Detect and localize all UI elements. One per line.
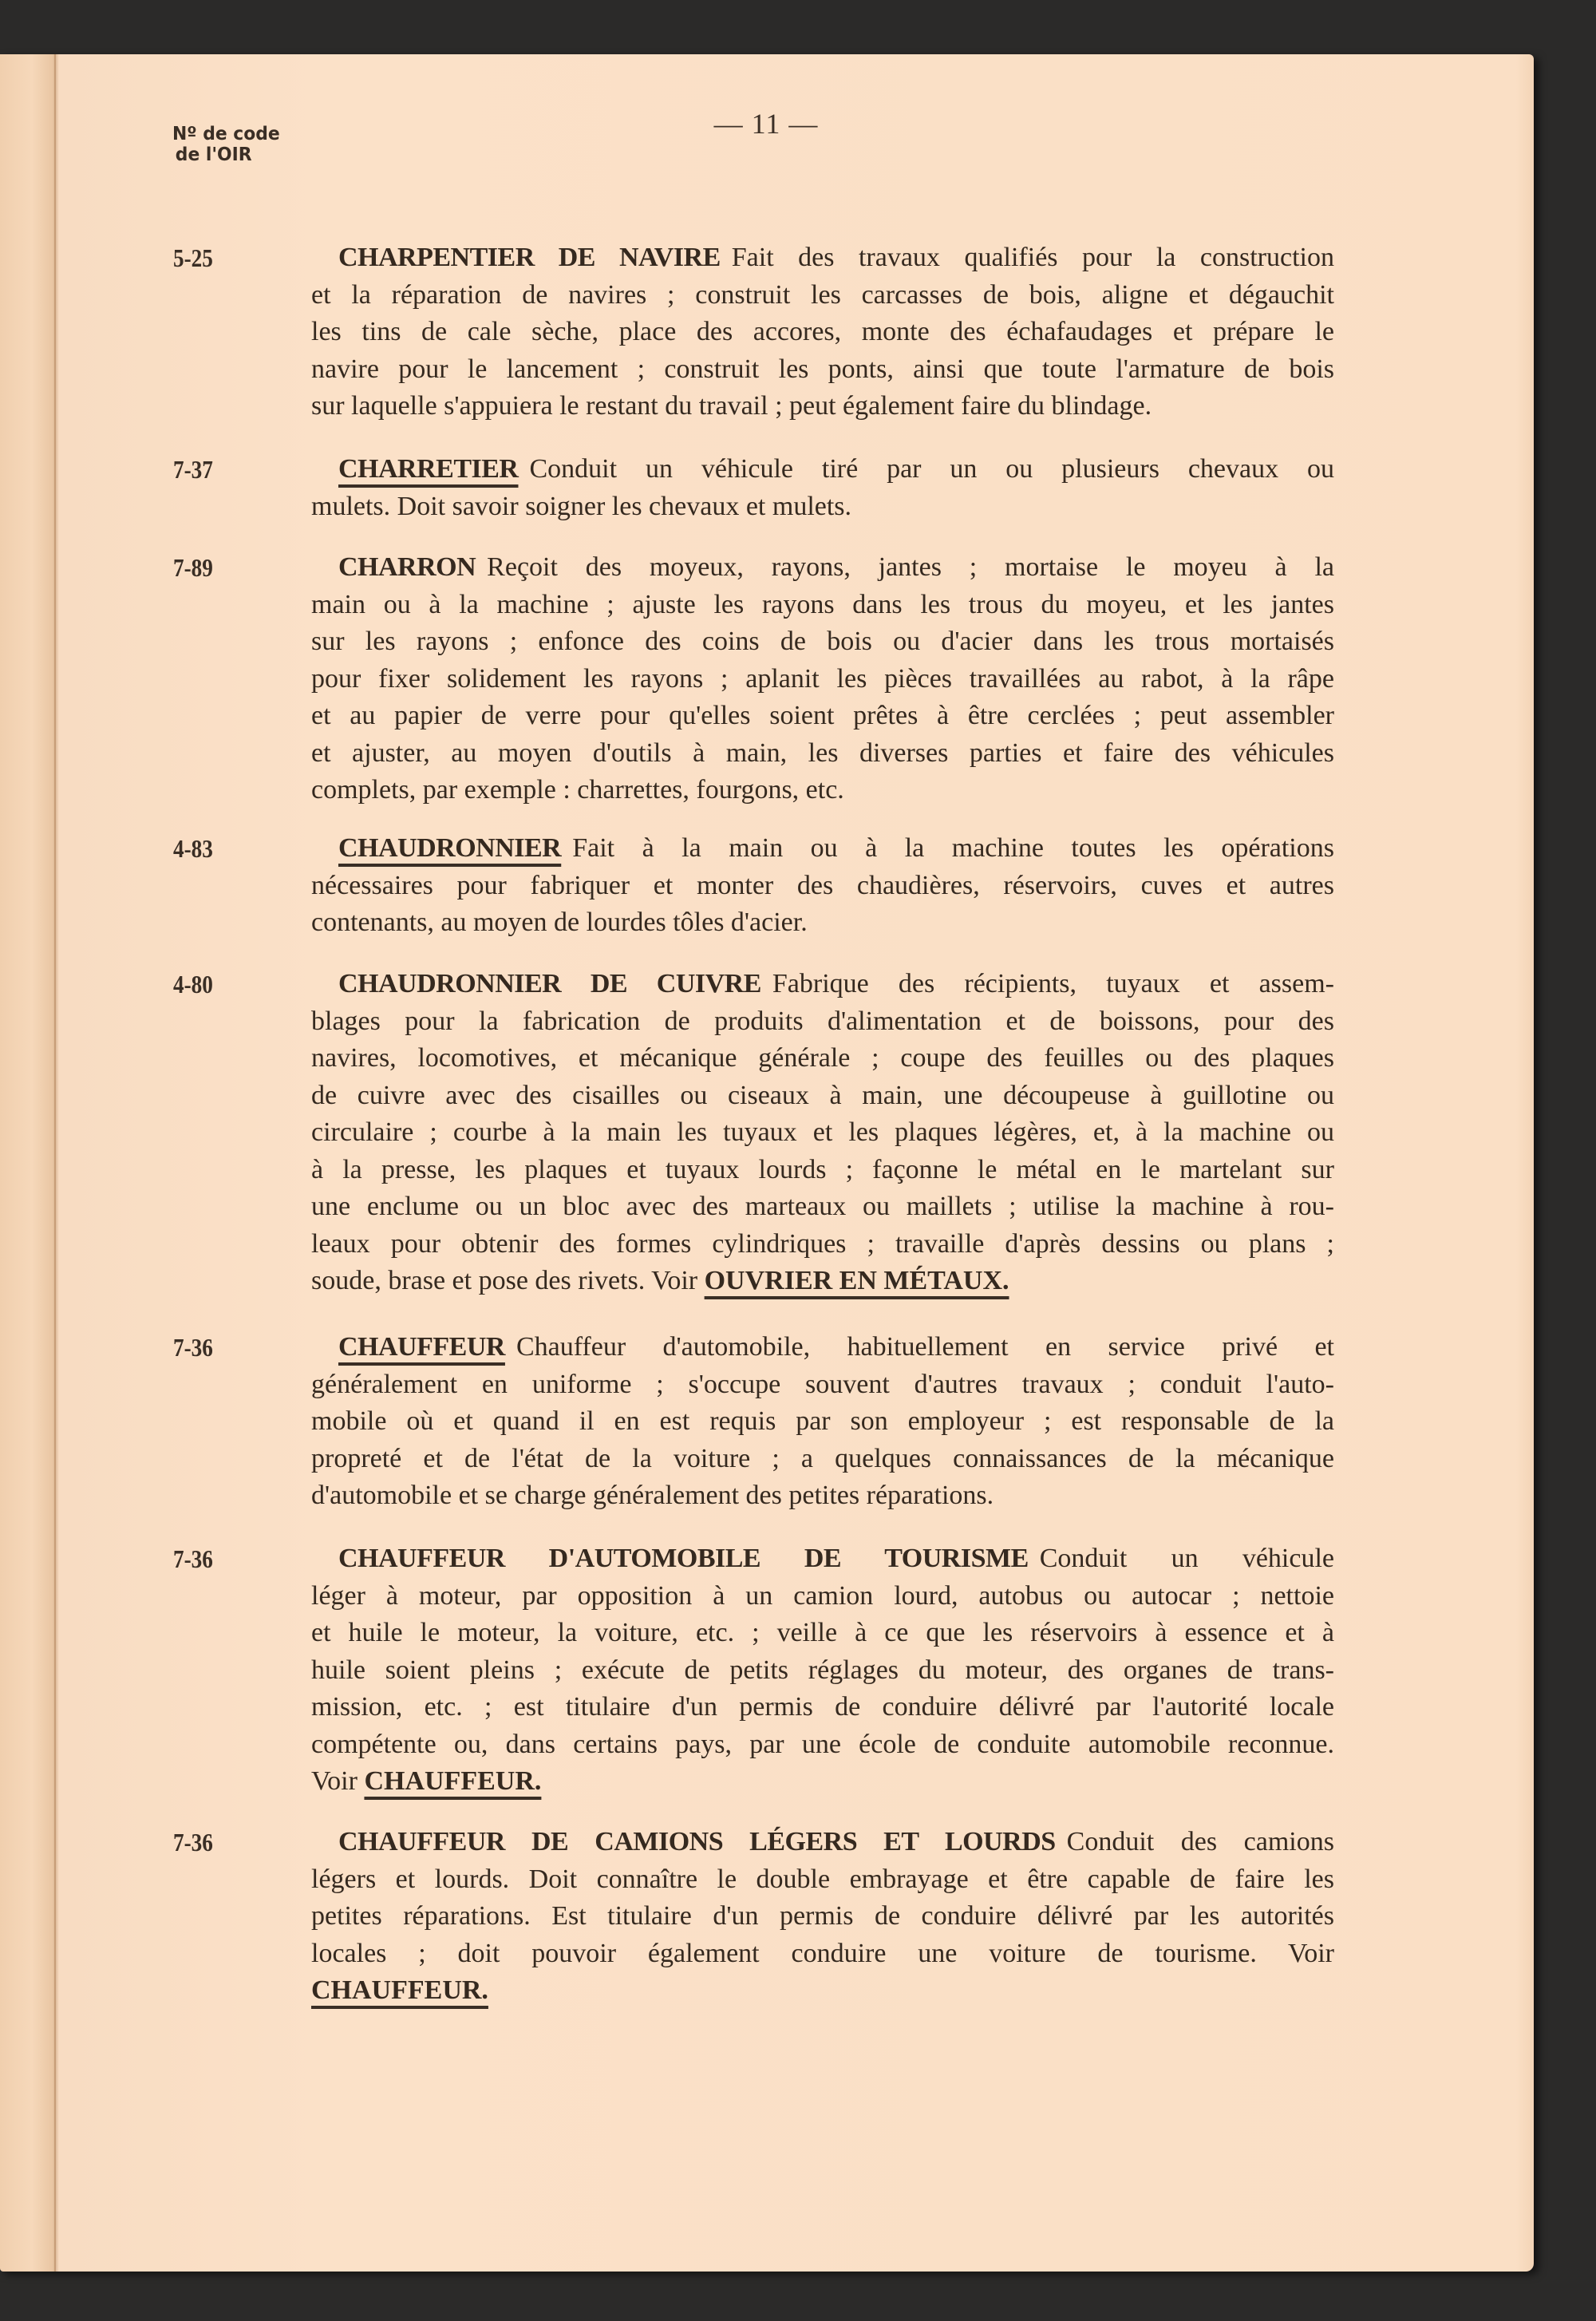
page-number: — 11 — (713, 108, 819, 140)
entry-body (311, 1824, 1334, 2010)
entry-line: Voir CHAUFFEUR. (311, 1766, 542, 1796)
entry-headword: CHAUFFEUR D'AUTOMOBILE DE TOURISME (338, 1544, 1029, 1573)
entry-line: à la presse, les plaques et tuyaux lourds ; façonne le métal en le martelant sur (311, 1154, 1334, 1184)
entry-body (311, 239, 1334, 425)
entry-line: blages pour la fabrication de produits d'alimentation et de boissons, pour des (311, 1006, 1334, 1036)
code-column-header (172, 124, 280, 165)
entry-line: mobile où et quand il en est requis par son employeur ; est responsable de la (311, 1406, 1334, 1436)
entry-line: les tins de cale sèche, place des accores, monte des échafaudages et prépare le (311, 317, 1334, 346)
entry-line: huile soient pleins ; exécute de petits réglages du moteur, des organes de trans- (311, 1655, 1334, 1685)
see-also-link[interactable]: CHAUFFEUR. (364, 1766, 542, 1796)
entry-code: 5-25 (173, 243, 213, 272)
entry-line: CHARRETIER Conduit un véhicule tiré par un ou plusieurs chevaux ou (338, 454, 1334, 484)
entry-line: sur laquelle s'appuiera le restant du travail ; peut également faire du blindage. (311, 391, 1152, 421)
entry-code: 4-83 (173, 834, 213, 863)
entry-line: CHAUFFEUR Chauffeur d'automobile, habituellement en service privé et (338, 1332, 1334, 1362)
entry-line: CHAUDRONNIER DE CUIVRE Fabrique des récipients, tuyaux et assem- (338, 969, 1334, 998)
entry-line: leaux pour obtenir des formes cylindriques ; travaille d'après dessins ou plans ; (311, 1228, 1334, 1259)
entry-line: mission, etc. ; est titulaire d'un permis de conduire délivré par l'autorité locale (311, 1692, 1334, 1722)
entry-line: main ou à la machine ; ajuste les rayons dans les trous du moyeu, et les jantes (311, 589, 1334, 619)
entry-line: une enclume ou un bloc avec des marteaux ou maillets ; utilise la machine à rou- (311, 1192, 1334, 1221)
see-also-link[interactable]: CHAUFFEUR. (311, 1975, 488, 2005)
entry-line: léger à moteur, par opposition à un camion lourd, autobus ou autocar ; nettoie (311, 1580, 1334, 1611)
entry-headword: CHARPENTIER DE NAVIRE (338, 243, 721, 272)
entry-line: navire pour le lancement ; construit les ponts, ainsi que toute l'armature de bois (311, 354, 1334, 384)
entry-line: CHARPENTIER DE NAVIRE Fait des travaux qualifiés pour la construction (338, 243, 1334, 272)
entry-headword: CHARRON (338, 552, 476, 582)
entry-code: 7-36 (173, 1544, 213, 1573)
entry-line: nécessaires pour fabriquer et monter des chaudières, réservoirs, cuves et autres (311, 870, 1334, 900)
entry-line: et la réparation de navires ; construit les carcasses de bois, aligne et dégauchit (311, 279, 1334, 310)
entry-line: navires, locomotives, et mécanique générale ; coupe des feuilles ou des plaques (311, 1043, 1334, 1073)
entry-code: 4-80 (173, 970, 213, 998)
entry-line: légers et lourds. Doit connaître le double embrayage et être capable de faire les (311, 1864, 1334, 1894)
entry-line: contenants, au moyen de lourdes tôles d'acier. (311, 907, 808, 937)
entry-body (311, 1540, 1334, 1801)
entry-body (311, 1329, 1334, 1515)
entry-line: généralement en uniforme ; s'occupe souvent d'autres travaux ; conduit l'auto- (311, 1369, 1334, 1399)
entry-line: pour fixer solidement les rayons ; aplanit les pièces travaillées au rabot, à la râpe (311, 663, 1334, 694)
entry-line: CHAUFFEUR DE CAMIONS LÉGERS ET LOURDS Conduit des camions (338, 1827, 1334, 1856)
code-header-line-1: Nº de code (172, 124, 280, 144)
entry-headword: CHAUFFEUR DE CAMIONS LÉGERS ET LOURDS (338, 1827, 1056, 1856)
entry-code: 7-37 (173, 455, 213, 484)
entry-headword: CHARRETIER (338, 454, 519, 484)
entry-line: CHAUDRONNIER Fait à la main ou à la machine toutes les opérations (338, 833, 1334, 863)
entry-headword: CHAUDRONNIER DE CUIVRE (338, 969, 761, 998)
entry-line (311, 1972, 1334, 2010)
entry-line: de cuivre avec des cisailles ou ciseaux à main, une découpeuse à guillotine ou (311, 1080, 1334, 1110)
page-fold (54, 54, 56, 2272)
entry-code: 7-89 (173, 553, 213, 582)
entry-line: CHAUFFEUR D'AUTOMOBILE DE TOURISME Conduit un véhicule (338, 1544, 1334, 1573)
entry-line: d'automobile et se charge généralement des petites réparations. (311, 1481, 994, 1510)
entry-body (311, 966, 1334, 1300)
entry-body (311, 830, 1334, 942)
entry-line: et ajuster, au moyen d'outils à main, les diverses parties et faire des véhicules (311, 737, 1334, 768)
entry-line: complets, par exemple : charrettes, fourgons, etc. (311, 775, 844, 805)
entry-body (311, 549, 1334, 809)
entry-line: mulets. Doit savoir soigner les chevaux et mulets. (311, 491, 852, 521)
entry-headword: CHAUFFEUR (338, 1332, 505, 1362)
entry-line: CHARRON Reçoit des moyeux, rayons, jantes ; mortaise le moyeu à la (338, 552, 1334, 582)
entry-line: petites réparations. Est titulaire d'un permis de conduire délivré par les autorités (311, 1901, 1334, 1931)
entry-headword: CHAUDRONNIER (338, 833, 562, 863)
entry-line: locales ; doit pouvoir également conduire une voiture de tourisme. Voir (311, 1938, 1334, 1968)
entry-line: circulaire ; courbe à la main les tuyaux et les plaques légères, et, à la machine ou (311, 1117, 1334, 1147)
entry-code: 7-36 (173, 1333, 213, 1362)
entry-line: et huile le moteur, la voiture, etc. ; veille à ce que les réservoirs à essence et à (311, 1618, 1334, 1647)
entry-line: et au papier de verre pour qu'elles soient prêtes à être cerclées ; peut assembler (311, 701, 1334, 730)
entry-line: soude, brase et pose des rivets. Voir OUVRIER EN MÉTAUX. (311, 1266, 1009, 1295)
entry-line: propreté et de l'état de la voiture ; a quelques connaissances de la mécanique (311, 1443, 1334, 1473)
see-also-link[interactable]: OUVRIER EN MÉTAUX. (704, 1266, 1009, 1295)
code-header-line-2: de l'OIR (175, 144, 252, 165)
entry-code: 7-36 (173, 1828, 213, 1856)
entry-body (311, 451, 1334, 525)
entry-line: sur les rayons ; enfonce des coins de bois ou d'acier dans les trous mortaisés (311, 627, 1334, 656)
entry-line: compétente ou, dans certains pays, par une école de conduite automobile reconnue. (311, 1729, 1334, 1759)
